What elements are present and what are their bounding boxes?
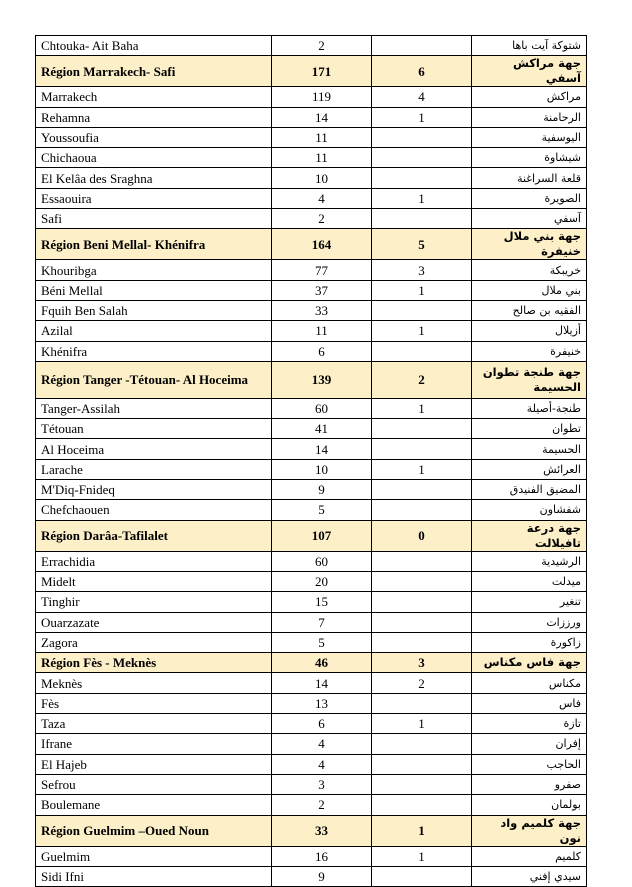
- total-cell: 37: [272, 280, 372, 300]
- total-cell: 4: [272, 754, 372, 774]
- region-row: [36, 653, 587, 673]
- name-ar-cell: اليوسفية: [472, 127, 587, 147]
- sub-count-cell: 2: [372, 673, 472, 693]
- name-fr-cell: Marrakech: [36, 87, 272, 107]
- total-cell: 139: [272, 361, 372, 398]
- total-cell: 14: [272, 673, 372, 693]
- name-fr-cell: Fès: [36, 693, 272, 713]
- sub-count-cell: 5: [372, 229, 472, 260]
- name-fr-cell: Région Fès - Meknès: [36, 653, 272, 673]
- sub-count-cell: 2: [372, 361, 472, 398]
- sub-count-cell: 1: [372, 398, 472, 418]
- table-row: [36, 209, 587, 229]
- sub-count-cell: 1: [372, 714, 472, 734]
- name-fr-cell: Ouarzazate: [36, 612, 272, 632]
- region-row: [36, 56, 587, 87]
- name-ar-cell: شفشاون: [472, 500, 587, 520]
- name-fr-cell: Al Hoceima: [36, 439, 272, 459]
- name-fr-cell: Zagora: [36, 632, 272, 652]
- name-ar-cell: جهة فاس مكناس: [472, 653, 587, 673]
- name-fr-cell: Safi: [36, 209, 272, 229]
- total-cell: 60: [272, 551, 372, 571]
- total-cell: 4: [272, 734, 372, 754]
- total-cell: 46: [272, 653, 372, 673]
- total-cell: 77: [272, 260, 372, 280]
- table-row: [36, 714, 587, 734]
- sub-count-cell: [372, 148, 472, 168]
- total-cell: 20: [272, 571, 372, 591]
- name-fr-cell: El Kelâa des Sraghna: [36, 168, 272, 188]
- name-ar-cell: صفرو: [472, 774, 587, 794]
- name-fr-cell: Région Tanger -Tétouan- Al Hoceima: [36, 361, 272, 398]
- name-fr-cell: Région Marrakech- Safi: [36, 56, 272, 87]
- sub-count-cell: 1: [372, 846, 472, 866]
- total-cell: 11: [272, 148, 372, 168]
- total-cell: 11: [272, 127, 372, 147]
- total-cell: 33: [272, 300, 372, 320]
- sub-count-cell: [372, 419, 472, 439]
- table-row: [36, 551, 587, 571]
- sub-count-cell: 6: [372, 56, 472, 87]
- name-ar-cell: الحسيمة: [472, 439, 587, 459]
- name-ar-cell: ميدلت: [472, 571, 587, 591]
- total-cell: 9: [272, 480, 372, 500]
- table-row: [36, 774, 587, 794]
- total-cell: 16: [272, 846, 372, 866]
- total-cell: 3: [272, 774, 372, 794]
- sub-count-cell: [372, 734, 472, 754]
- sub-count-cell: [372, 480, 472, 500]
- name-fr-cell: Tinghir: [36, 592, 272, 612]
- name-fr-cell: Essaouira: [36, 188, 272, 208]
- total-cell: 11: [272, 321, 372, 341]
- sub-count-cell: [372, 632, 472, 652]
- total-cell: 14: [272, 439, 372, 459]
- sub-count-cell: [372, 341, 472, 361]
- total-cell: 2: [272, 795, 372, 815]
- name-fr-cell: Errachidia: [36, 551, 272, 571]
- total-cell: 60: [272, 398, 372, 418]
- name-fr-cell: Khouribga: [36, 260, 272, 280]
- table-row: [36, 148, 587, 168]
- sub-count-cell: [372, 612, 472, 632]
- name-ar-cell: العرائش: [472, 459, 587, 479]
- name-fr-cell: Tanger-Assilah: [36, 398, 272, 418]
- table-row: [36, 419, 587, 439]
- table-row: [36, 795, 587, 815]
- sub-count-cell: [372, 168, 472, 188]
- table-row: [36, 866, 587, 886]
- name-ar-cell: جهة مراكش آسفي: [472, 56, 587, 87]
- total-cell: 10: [272, 168, 372, 188]
- sub-count-cell: 1: [372, 188, 472, 208]
- name-ar-cell: الحاجب: [472, 754, 587, 774]
- name-ar-cell: مراكش: [472, 87, 587, 107]
- name-ar-cell: الصويرة: [472, 188, 587, 208]
- name-ar-cell: قلعة السراغنة: [472, 168, 587, 188]
- name-ar-cell: الفقيه بن صالح: [472, 300, 587, 320]
- name-ar-cell: كلميم: [472, 846, 587, 866]
- table-row: [36, 188, 587, 208]
- table-row: [36, 734, 587, 754]
- name-ar-cell: تنغير: [472, 592, 587, 612]
- name-fr-cell: Youssoufia: [36, 127, 272, 147]
- name-fr-cell: Tétouan: [36, 419, 272, 439]
- name-fr-cell: Boulemane: [36, 795, 272, 815]
- table-row: [36, 168, 587, 188]
- sub-count-cell: 1: [372, 280, 472, 300]
- name-fr-cell: Midelt: [36, 571, 272, 591]
- name-ar-cell: جهة بني ملال خنيفرة: [472, 229, 587, 260]
- name-ar-cell: سيدي إفني: [472, 866, 587, 886]
- name-fr-cell: Fquih Ben Salah: [36, 300, 272, 320]
- total-cell: 33: [272, 815, 372, 846]
- sub-count-cell: [372, 795, 472, 815]
- sub-count-cell: [372, 592, 472, 612]
- region-row: [36, 361, 587, 398]
- total-cell: 14: [272, 107, 372, 127]
- table-row: [36, 280, 587, 300]
- name-ar-cell: طنجة-أصيلة: [472, 398, 587, 418]
- table-row: [36, 459, 587, 479]
- region-row: [36, 229, 587, 260]
- name-ar-cell: خنيفرة: [472, 341, 587, 361]
- name-fr-cell: El Hajeb: [36, 754, 272, 774]
- name-fr-cell: Chtouka- Ait Baha: [36, 36, 272, 56]
- table-row: [36, 36, 587, 56]
- sub-count-cell: 1: [372, 815, 472, 846]
- table-row: [36, 754, 587, 774]
- region-row: [36, 815, 587, 846]
- sub-count-cell: [372, 866, 472, 886]
- total-cell: 2: [272, 36, 372, 56]
- table-row: [36, 500, 587, 520]
- name-ar-cell: زاكورة: [472, 632, 587, 652]
- sub-count-cell: [372, 500, 472, 520]
- table-body: [36, 36, 587, 887]
- name-fr-cell: Chichaoua: [36, 148, 272, 168]
- total-cell: 5: [272, 632, 372, 652]
- sub-count-cell: [372, 551, 472, 571]
- name-ar-cell: خريبكة: [472, 260, 587, 280]
- name-fr-cell: Taza: [36, 714, 272, 734]
- sub-count-cell: 3: [372, 653, 472, 673]
- table-row: [36, 300, 587, 320]
- name-fr-cell: Région Guelmim –Oued Noun: [36, 815, 272, 846]
- name-fr-cell: M'Diq-Fnideq: [36, 480, 272, 500]
- name-ar-cell: مكناس: [472, 673, 587, 693]
- name-fr-cell: Région Darâa-Tafilalet: [36, 520, 272, 551]
- name-ar-cell: تطوان: [472, 419, 587, 439]
- sub-count-cell: [372, 693, 472, 713]
- sub-count-cell: 1: [372, 459, 472, 479]
- name-ar-cell: إفران: [472, 734, 587, 754]
- table-row: [36, 398, 587, 418]
- table-row: [36, 571, 587, 591]
- total-cell: 7: [272, 612, 372, 632]
- table-row: [36, 321, 587, 341]
- name-ar-cell: الرشيدية: [472, 551, 587, 571]
- name-ar-cell: الرحامنة: [472, 107, 587, 127]
- name-fr-cell: Chefchaouen: [36, 500, 272, 520]
- sub-count-cell: 0: [372, 520, 472, 551]
- sub-count-cell: [372, 300, 472, 320]
- table-row: [36, 127, 587, 147]
- name-fr-cell: Ifrane: [36, 734, 272, 754]
- table-row: [36, 846, 587, 866]
- table-row: [36, 673, 587, 693]
- total-cell: 119: [272, 87, 372, 107]
- table-row: [36, 107, 587, 127]
- name-fr-cell: Rehamna: [36, 107, 272, 127]
- name-ar-cell: بولمان: [472, 795, 587, 815]
- total-cell: 107: [272, 520, 372, 551]
- table-row: [36, 439, 587, 459]
- name-fr-cell: Région Beni Mellal- Khénifra: [36, 229, 272, 260]
- table-row: [36, 693, 587, 713]
- table-row: [36, 480, 587, 500]
- name-ar-cell: جهة درعة تافيلالت: [472, 520, 587, 551]
- table-row: [36, 341, 587, 361]
- data-table: [35, 35, 587, 887]
- name-fr-cell: Meknès: [36, 673, 272, 693]
- name-ar-cell: آسفي: [472, 209, 587, 229]
- table-row: [36, 632, 587, 652]
- sub-count-cell: [372, 571, 472, 591]
- sub-count-cell: [372, 36, 472, 56]
- name-fr-cell: Guelmim: [36, 846, 272, 866]
- total-cell: 6: [272, 714, 372, 734]
- sub-count-cell: 1: [372, 107, 472, 127]
- name-fr-cell: Larache: [36, 459, 272, 479]
- table-row: [36, 592, 587, 612]
- total-cell: 171: [272, 56, 372, 87]
- total-cell: 5: [272, 500, 372, 520]
- total-cell: 10: [272, 459, 372, 479]
- sub-count-cell: 3: [372, 260, 472, 280]
- sub-count-cell: [372, 754, 472, 774]
- sub-count-cell: [372, 439, 472, 459]
- total-cell: 13: [272, 693, 372, 713]
- name-fr-cell: Khénifra: [36, 341, 272, 361]
- total-cell: 41: [272, 419, 372, 439]
- name-fr-cell: Azilal: [36, 321, 272, 341]
- total-cell: 4: [272, 188, 372, 208]
- sub-count-cell: 1: [372, 321, 472, 341]
- total-cell: 15: [272, 592, 372, 612]
- name-ar-cell: فاس: [472, 693, 587, 713]
- sub-count-cell: [372, 774, 472, 794]
- name-ar-cell: أزيلال: [472, 321, 587, 341]
- name-fr-cell: Sidi Ifni: [36, 866, 272, 886]
- total-cell: 2: [272, 209, 372, 229]
- name-ar-cell: شيشاوة: [472, 148, 587, 168]
- table-row: [36, 612, 587, 632]
- region-row: [36, 520, 587, 551]
- total-cell: 6: [272, 341, 372, 361]
- total-cell: 9: [272, 866, 372, 886]
- name-ar-cell: ورززات: [472, 612, 587, 632]
- name-fr-cell: Sefrou: [36, 774, 272, 794]
- name-ar-cell: جهة كلميم واد نون: [472, 815, 587, 846]
- total-cell: 164: [272, 229, 372, 260]
- name-ar-cell: المضيق الفنيدق: [472, 480, 587, 500]
- name-fr-cell: Béni Mellal: [36, 280, 272, 300]
- table-row: [36, 260, 587, 280]
- name-ar-cell: بني ملال: [472, 280, 587, 300]
- sub-count-cell: [372, 127, 472, 147]
- name-ar-cell: شتوكة آيت باها: [472, 36, 587, 56]
- name-ar-cell: تازة: [472, 714, 587, 734]
- name-ar-cell: جهة طنجة تطوان الحسيمة: [472, 361, 587, 398]
- table-row: [36, 87, 587, 107]
- sub-count-cell: [372, 209, 472, 229]
- sub-count-cell: 4: [372, 87, 472, 107]
